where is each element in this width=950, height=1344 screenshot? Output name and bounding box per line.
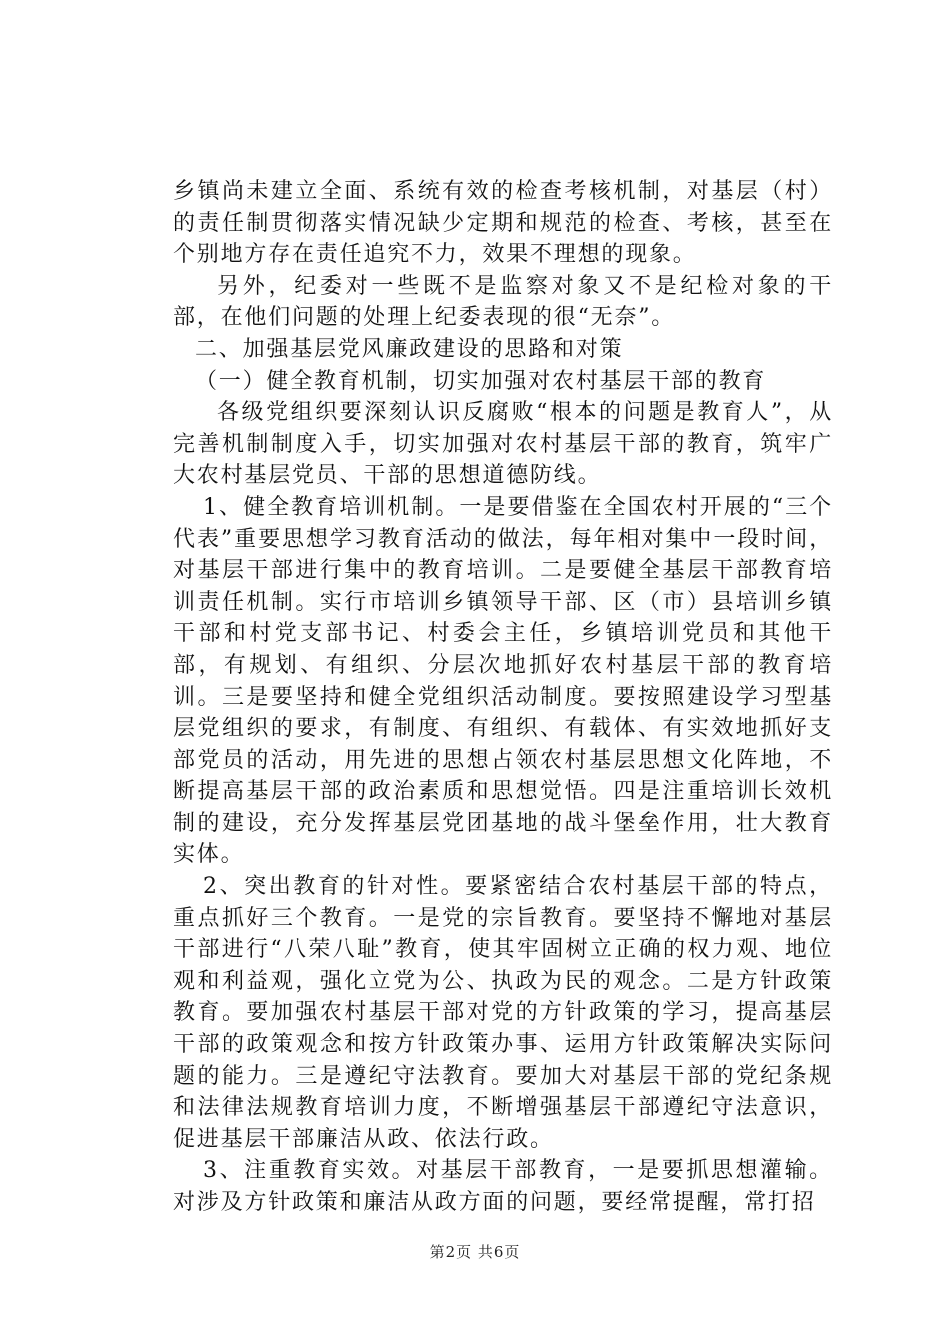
paragraph-6: 3、注重教育实效。对基层干部教育，一是要抓思想灌输。对涉及方针政策和廉洁从政方面的问题，要经常提醒，常打招 <box>173 1158 833 1215</box>
subsection-heading: （一）健全教育机制，切实加强对农村基层干部的教育 <box>195 368 767 394</box>
paragraph-1: 乡镇尚未建立全面、系统有效的检查考核机制，对基层（村）的责任制贯彻落实情况缺少定期和规范的检查、考核，甚至在个别地方存在责任追究不力，效果不理想的现象。 <box>173 179 833 268</box>
section-heading: 二、加强基层党风廉政建设的思路和对策 <box>195 336 624 362</box>
paragraph-5: 2、突出教育的针对性。要紧密结合农村基层干部的特点，重点抓好三个教育。一是党的宗旨教育。要坚持不懈地对基层干部进行“八荣八耻”教育，使其牢固树立正确的权力观、地位观和利益观，强化立党为公、执政为民的观念。二是方针政策教育。要加强农村基层干部对党的方针政策的学习，提高基层干部的政策观念和按方针政策办事、运用方针政策解决实际问题的能力。三是遵纪守法教育。要加大对基层干部的党纪条规和法律法规教育培训力度，不断增强基层干部遵纪守法意识，促进基层干部廉洁从政、依法行政。 <box>173 874 833 1152</box>
page-number: 第2页 共6页 <box>429 1243 521 1261</box>
paragraph-4: 1、健全教育培训机制。一是要借鉴在全国农村开展的“三个代表”重要思想学习教育活动的做法，每年相对集中一段时间，对基层干部进行集中的教育培训。二是要健全基层干部教育培训责任机制。实行市培训乡镇领导干部、区（市）县培训乡镇干部和村党支部书记、村委会主任，乡镇培训党员和其他干部，有规划、有组织、分层次地抓好农村基层干部的教育培训。三是要坚持和健全党组织活动制度。要按照建设学习型基层党组织的要求，有制度、有组织、有载体、有实效地抓好支部党员的活动，用先进的思想占领农村基层思想文化阵地，不断提高基层干部的政治素质和思想觉悟。四是注重培训长效机制的建设，充分发挥基层党团基地的战斗堡垒作用，壮大教育实体。 <box>173 494 833 868</box>
document-body <box>173 176 833 1219</box>
paragraph-2: 另外，纪委对一些既不是监察对象又不是纪检对象的干部，在他们问题的处理上纪委表现的很“无奈”。 <box>173 273 833 331</box>
paragraph-3: 各级党组织要深刻认识反腐败“根本的问题是教育人”，从完善机制制度入手，切实加强对农村基层干部的教育，筑牢广大农村基层党员、干部的思想道德防线。 <box>173 400 833 489</box>
